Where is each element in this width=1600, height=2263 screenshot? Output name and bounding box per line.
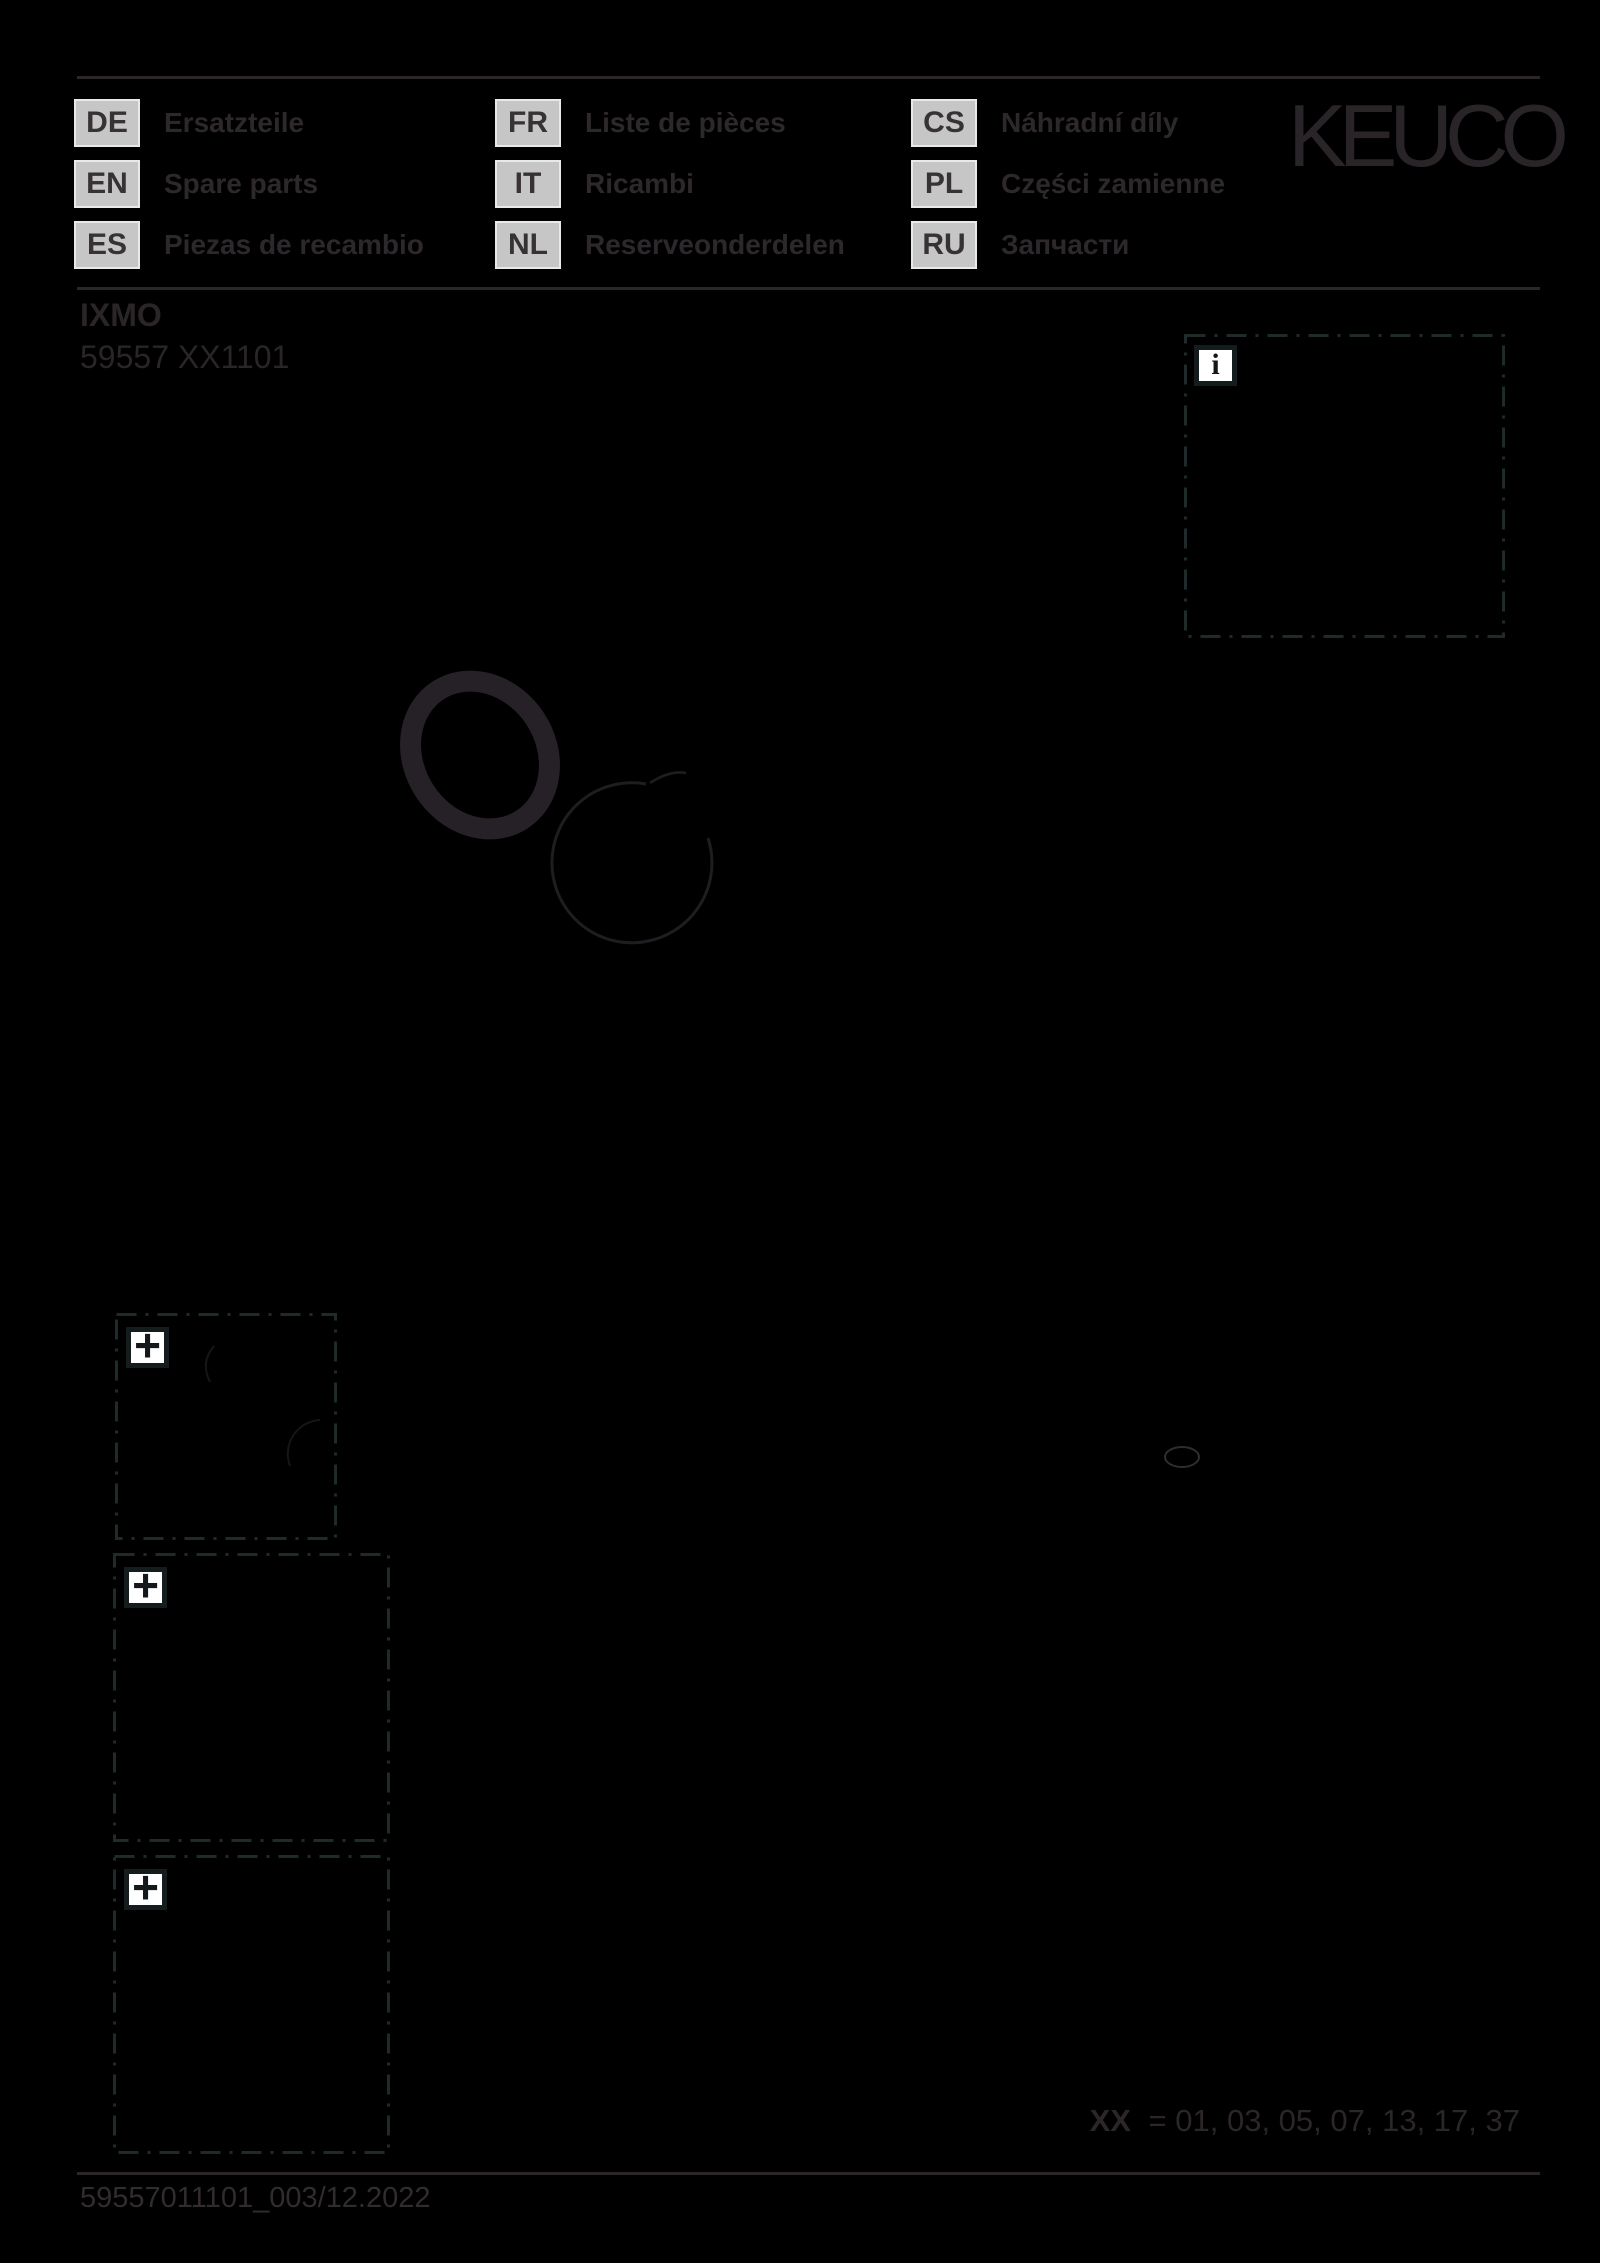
retaining-ring-part [552,783,712,943]
footer-rule [77,2172,1540,2175]
lang-label-ru: Запчасти [1001,229,1130,260]
lang-item-nl [495,221,845,269]
lang-badge-de: DE [74,99,140,147]
info-icon-glyph: i [1211,347,1220,381]
header-bottom-rule [77,287,1540,290]
plus-icon [124,1558,167,1611]
o-ring-part [383,654,578,855]
lang-badge-cs: CS [911,99,977,147]
lang-item-en [74,160,318,208]
lang-badge-es: ES [74,221,140,269]
lang-item-pl [911,160,1225,208]
article-number: 59557 XX1101 [80,339,290,375]
lang-badge-it: IT [495,160,561,208]
plus-icon [124,1860,167,1913]
lang-label-cs: Náhradní díly [1001,107,1179,138]
lang-badge-pl: PL [911,160,977,208]
lang-item-de [74,99,304,147]
plus-icon-glyph: + [132,1860,159,1913]
keuco-logo: KEUCO [1288,86,1561,185]
lang-badge-ru: RU [911,221,977,269]
retaining-ring-tail [650,772,686,783]
document-number: 59557011101_003/12.2022 [80,2182,431,2214]
variant-codes-line [1090,2103,1520,2139]
lang-label-es: Piezas de recambio [164,229,424,260]
lang-item-ru [911,221,1129,269]
lang-label-fr: Liste de pièces [585,107,786,138]
faint-arc-1 [206,1346,214,1382]
plus-icon-glyph: + [132,1558,159,1611]
lang-label-de: Ersatzteile [164,107,305,138]
small-seal-part [1165,1447,1199,1467]
faint-arc-2 [288,1420,320,1466]
variant-prefix: XX [1089,2103,1131,2138]
variant-values: = 01, 03, 05, 07, 13, 17, 37 [1148,2103,1520,2138]
plus-icon-glyph: + [134,1318,161,1371]
lang-badge-fr: FR [495,99,561,147]
product-series: IXMO [80,297,162,333]
lang-item-it [495,160,694,208]
header-top-rule [77,76,1540,79]
lang-label-en: Spare parts [164,168,319,199]
lang-item-fr [495,99,786,147]
info-icon [1194,345,1237,386]
lang-badge-en: EN [74,160,140,208]
lang-badge-nl: NL [495,221,561,269]
lang-item-es [74,221,424,269]
lang-item-cs [911,99,1178,147]
plus-icon [126,1318,169,1371]
lang-label-pl: Części zamienne [1001,168,1226,199]
lang-label-nl: Reserveonderdelen [585,229,845,260]
lang-label-it: Ricambi [585,168,694,199]
exploded-drawing [206,654,1199,1467]
